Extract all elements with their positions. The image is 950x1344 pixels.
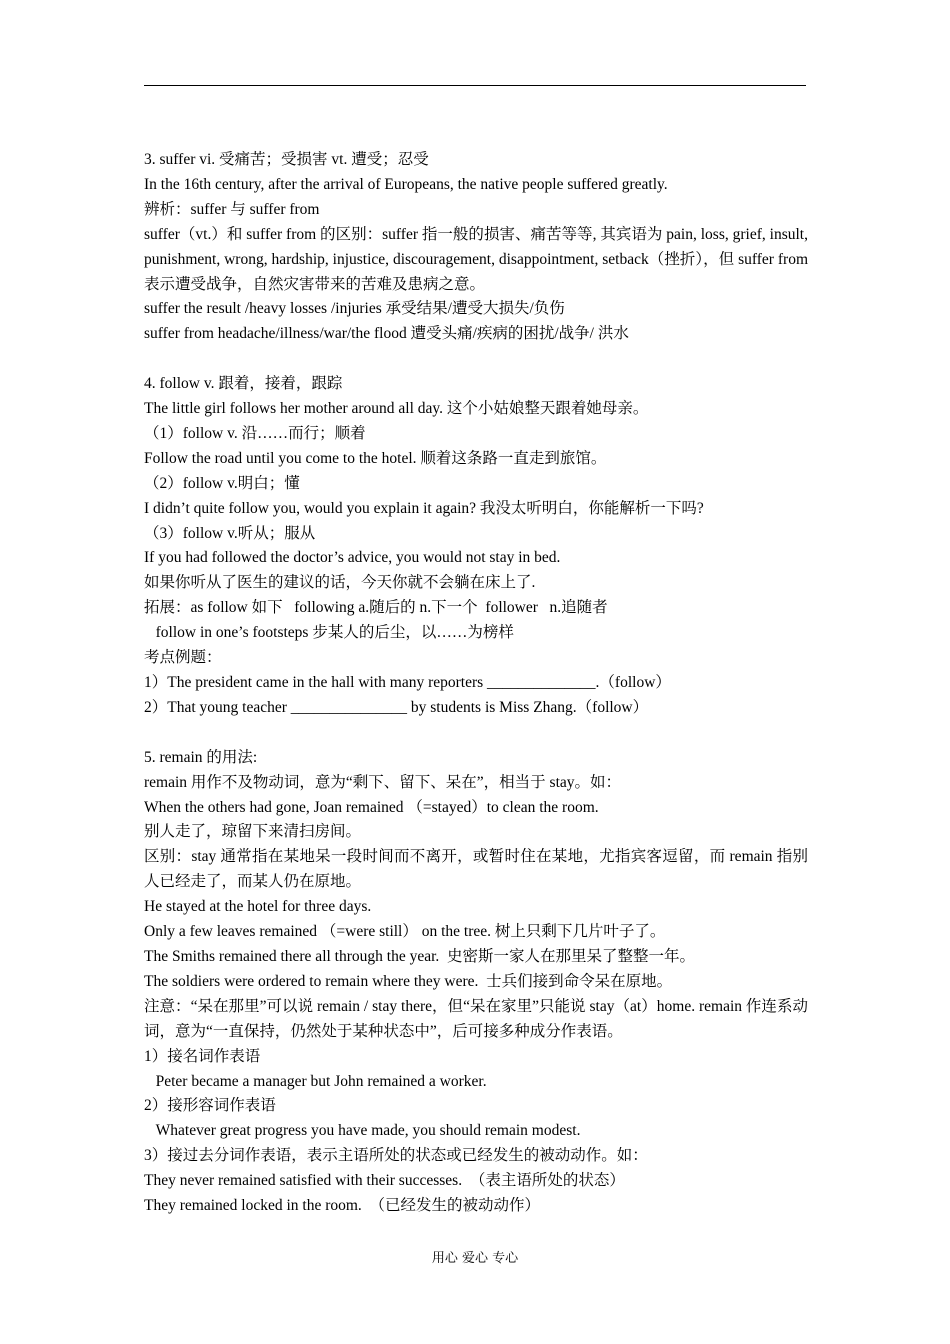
text-line: They remained locked in the room. （已经发生的被动动作） — [144, 1197, 541, 1215]
text-line: 如果你听从了医生的建议的话，今天你就不会躺在床上了. — [144, 574, 536, 592]
text-line: 考点例题： — [144, 649, 222, 667]
text-line: I didn’t quite follow you, would you explain it again? 我没太听明白，你能解析一下吗? — [144, 499, 704, 517]
text-line: 1）接名词作表语 — [144, 1047, 261, 1065]
text-line: 3. suffer vi. 受痛苦；受损害 vt. 遭受；忍受 — [144, 151, 429, 168]
text-line: suffer（vt.）和 suffer from 的区别：suffer 指一般的损害、痛苦等等, 其宾语为 pain, loss, grief, insult, punishment, wrong, hardship, injustice, discouragement, disappointment, setback（挫折），但 suffer from 表示遭受战争，自然灾害带来的苦难及患病之意。 — [144, 225, 808, 293]
text-line: remain 用作不及物动词，意为“剩下、留下、呆在”，相当于 stay。如： — [144, 773, 622, 791]
text-line: Peter became a manager but John remained a worker. — [144, 1072, 487, 1090]
blank-line — [144, 721, 808, 746]
header-rule — [144, 85, 806, 86]
text-line: （1）follow v. 沿……而行；顺着 — [144, 424, 366, 442]
blank-line — [144, 347, 808, 372]
document-body — [144, 148, 808, 1219]
text-line: 2）接形容词作表语 — [144, 1097, 276, 1115]
text-line: The soldiers were ordered to remain where they were. 士兵们接到命令呆在原地。 — [144, 972, 673, 990]
text-line: suffer from headache/illness/war/the flood 遭受头痛/疾病的困扰/战争/ 洪水 — [144, 325, 629, 343]
page-footer: 用心 爱心 专心 — [431, 1251, 519, 1266]
text-line: suffer the result /heavy losses /injuries 承受结果/遭受大损失/负伤 — [144, 300, 565, 318]
text-line: In the 16th century, after the arrival of Europeans, the native people suffered greatly. — [144, 175, 668, 193]
text-line: 注意：“呆在那里”可以说 remain / stay there，但“呆在家里”只能说 stay（at）home. remain 作连系动词，意为“一直保持，仍然处于某种状态中”，后可接多种成分作表语。 — [144, 997, 808, 1040]
text-line: 3）接过去分词作表语，表示主语所处的状态或已经发生的被动动作。如： — [144, 1147, 648, 1165]
text-line: The little girl follows her mother around all day. 这个小姑娘整天跟着她母亲。 — [144, 400, 649, 418]
text-line: 5. remain 的用法: — [144, 748, 258, 766]
text-line: They never remained satisfied with their successes. （表主语所处的状态） — [144, 1172, 625, 1190]
text-line: The Smiths remained there all through the year. 史密斯一家人在那里呆了整整一年。 — [144, 947, 696, 965]
text-line: 区别：stay 通常指在某地呆一段时间而不离开，或暂时住在某地，尤指宾客逗留，而 remain 指别人已经走了，而某人仍在原地。 — [144, 848, 808, 891]
text-line: 1）The president came in the hall with many reporters ______________.（follow） — [144, 674, 671, 692]
text-line: 别人走了，琼留下来清扫房间。 — [144, 823, 362, 841]
text-line: He stayed at the hotel for three days. — [144, 898, 372, 916]
text-line: 拓展：as follow 如下 following a.随后的 n.下一个 follower n.追随者 — [144, 599, 608, 617]
text-line: Only a few leaves remained （=were still） on the tree. 树上只剩下几片叶子了。 — [144, 923, 666, 941]
text-line: 4. follow v. 跟着，接着，跟踪 — [144, 375, 343, 393]
text-line: （3）follow v.听从；服从 — [144, 524, 316, 542]
text-line: If you had followed the doctor’s advice, you would not stay in bed. — [144, 549, 561, 567]
text-line: follow in one’s footsteps 步某人的后尘，以……为榜样 — [144, 624, 514, 642]
text-line: 2）That young teacher _______________ by students is Miss Zhang.（follow） — [144, 698, 649, 716]
text-line: （2）follow v.明白；懂 — [144, 474, 300, 492]
text-line: When the others had gone, Joan remained （=stayed）to clean the room. — [144, 798, 599, 816]
text-line: 辨析：suffer 与 suffer from — [144, 200, 320, 218]
text-line: Follow the road until you come to the hotel. 顺着这条路一直走到旅馆。 — [144, 449, 607, 467]
text-line: Whatever great progress you have made, you should remain modest. — [144, 1122, 581, 1140]
